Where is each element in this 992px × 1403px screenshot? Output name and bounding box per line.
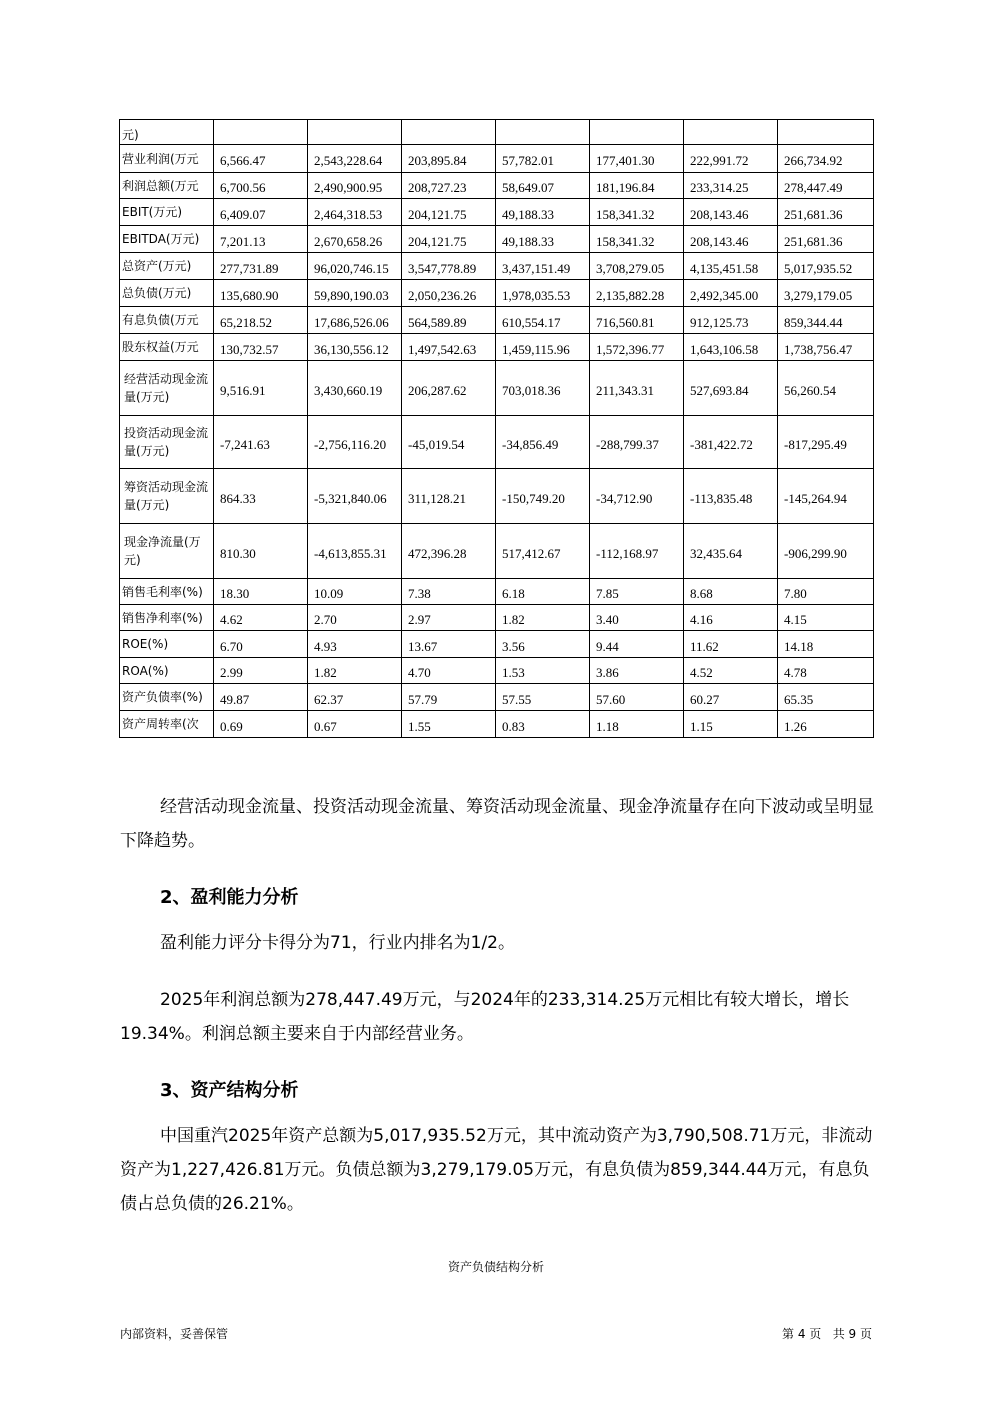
row-label: 投资活动现金流量(万元)	[120, 416, 214, 469]
table-row	[120, 145, 874, 173]
table-cell: -113,835.48	[684, 469, 778, 524]
row-label: 资产周转率(次	[120, 711, 214, 738]
footer-confidential-note: 内部资料，妥善保管	[120, 1327, 229, 1341]
table-cell: -34,856.49	[496, 416, 590, 469]
table-cell: 208,727.23	[402, 173, 496, 199]
table-cell	[684, 120, 778, 145]
table-cell: 3,437,151.49	[496, 253, 590, 280]
financial-indicator-table	[119, 119, 874, 738]
table-cell: 1.82	[496, 605, 590, 631]
table-cell: -112,168.97	[590, 524, 684, 579]
table-cell: 62.37	[308, 684, 402, 711]
table-cell: 2,135,882.28	[590, 280, 684, 307]
table-row	[120, 361, 874, 416]
table-cell: 1,572,396.77	[590, 334, 684, 361]
table-cell: 0.83	[496, 711, 590, 738]
table-cell: 49.87	[214, 684, 308, 711]
table-cell: 610,554.17	[496, 307, 590, 334]
table-cell: 2,490,900.95	[308, 173, 402, 199]
table-cell: 266,734.92	[778, 145, 874, 173]
row-label: 现金净流量(万元)	[120, 524, 214, 579]
table-cell: 211,343.31	[590, 361, 684, 416]
table-cell: 251,681.36	[778, 199, 874, 226]
table-cell: 3,279,179.05	[778, 280, 874, 307]
table-cell	[590, 120, 684, 145]
table-cell: 527,693.84	[684, 361, 778, 416]
row-label: 资产负债率(%)	[120, 684, 214, 711]
table-cell: -817,295.49	[778, 416, 874, 469]
table-cell	[778, 120, 874, 145]
table-cell: 177,401.30	[590, 145, 684, 173]
table-cell: 17,686,526.06	[308, 307, 402, 334]
table-cell: 703,018.36	[496, 361, 590, 416]
table-cell: 2.70	[308, 605, 402, 631]
table-cell: -5,321,840.06	[308, 469, 402, 524]
table-row	[120, 658, 874, 684]
table-cell: 810.30	[214, 524, 308, 579]
table-cell: -7,241.63	[214, 416, 308, 469]
table-cell: 859,344.44	[778, 307, 874, 334]
table-cell: -288,799.37	[590, 416, 684, 469]
table-cell: -906,299.90	[778, 524, 874, 579]
table-cell: 1.26	[778, 711, 874, 738]
table-cell: 158,341.32	[590, 226, 684, 253]
table-cell: 4.16	[684, 605, 778, 631]
table-cell: 2,543,228.64	[308, 145, 402, 173]
table-cell: 7.85	[590, 579, 684, 605]
table-cell: 7.38	[402, 579, 496, 605]
table-cell: 5,017,935.52	[778, 253, 874, 280]
table-cell: 65,218.52	[214, 307, 308, 334]
table-row	[120, 253, 874, 280]
table-cell	[402, 120, 496, 145]
table-cell: 6,700.56	[214, 173, 308, 199]
row-label: 利润总额(万元	[120, 173, 214, 199]
table-cell: 135,680.90	[214, 280, 308, 307]
table-cell: 1,643,106.58	[684, 334, 778, 361]
table-cell: -34,712.90	[590, 469, 684, 524]
row-label: ROE(%)	[120, 631, 214, 658]
profit-growth-paragraph: 2025年利润总额为278,447.49万元，与2024年的233,314.25万元相比有较大增长，增长19.34%。利润总额主要来自于内部经营业务。	[120, 990, 850, 1044]
table-cell: 65.35	[778, 684, 874, 711]
table-cell: 6.70	[214, 631, 308, 658]
row-label: 总负债(万元)	[120, 280, 214, 307]
table-cell: 57,782.01	[496, 145, 590, 173]
table-cell: 4.52	[684, 658, 778, 684]
table-cell: 1,738,756.47	[778, 334, 874, 361]
row-label: 筹资活动现金流量(万元)	[120, 469, 214, 524]
row-label: 股东权益(万元	[120, 334, 214, 361]
section-heading-profitability: 2、盈利能力分析	[160, 887, 299, 908]
chart-caption: 资产负债结构分析	[447, 1260, 544, 1274]
asset-structure-paragraph: 中国重汽2025年资产总额为5,017,935.52万元，其中流动资产为3,790,508.71万元，非流动资产为1,227,426.81万元。负债总额为3,279,179.05万元，有息负债为859,344.44万元，有息负债占总负债的26.21%。	[120, 1126, 873, 1214]
table-cell: 9,516.91	[214, 361, 308, 416]
table-cell: 1.53	[496, 658, 590, 684]
table-cell: 60.27	[684, 684, 778, 711]
footer-page-number: 第 4 页 共 9 页	[782, 1327, 872, 1341]
table-cell	[308, 120, 402, 145]
row-label: 有息负债(万元	[120, 307, 214, 334]
table-cell: 8.68	[684, 579, 778, 605]
table-cell: 208,143.46	[684, 226, 778, 253]
cash-flow-note: 经营活动现金流量、投资活动现金流量、筹资活动现金流量、现金净流量存在向下波动或呈明显下降趋势。	[120, 797, 874, 851]
table-cell: 36,130,556.12	[308, 334, 402, 361]
table-cell: 58,649.07	[496, 173, 590, 199]
table-cell: 14.18	[778, 631, 874, 658]
table-cell: 2,670,658.26	[308, 226, 402, 253]
table-cell: 2.99	[214, 658, 308, 684]
table-cell: 7,201.13	[214, 226, 308, 253]
table-cell: 2,464,318.53	[308, 199, 402, 226]
table-cell: 49,188.33	[496, 226, 590, 253]
table-cell: -4,613,855.31	[308, 524, 402, 579]
table-cell: 3,430,660.19	[308, 361, 402, 416]
table-cell: 233,314.25	[684, 173, 778, 199]
table-row	[120, 280, 874, 307]
table-cell: 222,991.72	[684, 145, 778, 173]
table-cell: -45,019.54	[402, 416, 496, 469]
table-cell: 3,708,279.05	[590, 253, 684, 280]
table-cell: 912,125.73	[684, 307, 778, 334]
table-row	[120, 226, 874, 253]
row-label: 经营活动现金流量(万元)	[120, 361, 214, 416]
table-cell: 59,890,190.03	[308, 280, 402, 307]
table-cell: 181,196.84	[590, 173, 684, 199]
table-row	[120, 469, 874, 524]
table-cell: 4.70	[402, 658, 496, 684]
table-cell: 2,050,236.26	[402, 280, 496, 307]
table-cell: 1.82	[308, 658, 402, 684]
table-row	[120, 120, 874, 145]
row-label: 销售净利率(%)	[120, 605, 214, 631]
table-cell: 4,135,451.58	[684, 253, 778, 280]
row-label: 营业利润(万元	[120, 145, 214, 173]
table-cell: 3.56	[496, 631, 590, 658]
table-cell: 564,589.89	[402, 307, 496, 334]
table-row	[120, 199, 874, 226]
table-cell: 158,341.32	[590, 199, 684, 226]
table-cell: 4.78	[778, 658, 874, 684]
table-cell: 1,459,115.96	[496, 334, 590, 361]
table-cell: 204,121.75	[402, 226, 496, 253]
table-cell: 57.55	[496, 684, 590, 711]
table-cell: 6,409.07	[214, 199, 308, 226]
table-cell: 204,121.75	[402, 199, 496, 226]
table-row	[120, 524, 874, 579]
table-cell: -381,422.72	[684, 416, 778, 469]
table-cell: 6.18	[496, 579, 590, 605]
table-row	[120, 684, 874, 711]
table-cell: 208,143.46	[684, 199, 778, 226]
table-cell: 57.79	[402, 684, 496, 711]
table-cell: 49,188.33	[496, 199, 590, 226]
row-label: 元)	[120, 120, 214, 145]
row-label: ROA(%)	[120, 658, 214, 684]
table-cell: 716,560.81	[590, 307, 684, 334]
table-cell: 13.67	[402, 631, 496, 658]
row-label: EBIT(万元)	[120, 199, 214, 226]
table-cell: 517,412.67	[496, 524, 590, 579]
table-cell: -2,756,116.20	[308, 416, 402, 469]
table-row	[120, 579, 874, 605]
table-cell: 6,566.47	[214, 145, 308, 173]
table-cell: 7.80	[778, 579, 874, 605]
table-cell: 0.69	[214, 711, 308, 738]
table-row	[120, 605, 874, 631]
table-cell: 1,497,542.63	[402, 334, 496, 361]
table-cell: 4.93	[308, 631, 402, 658]
row-label: 总资产(万元)	[120, 253, 214, 280]
table-row	[120, 416, 874, 469]
section-heading-asset-structure: 3、资产结构分析	[160, 1080, 299, 1101]
table-cell	[496, 120, 590, 145]
row-label: EBITDA(万元)	[120, 226, 214, 253]
table-cell: 206,287.62	[402, 361, 496, 416]
table-cell: 18.30	[214, 579, 308, 605]
table-cell: 3,547,778.89	[402, 253, 496, 280]
table-cell: 864.33	[214, 469, 308, 524]
table-cell: 57.60	[590, 684, 684, 711]
table-cell: 251,681.36	[778, 226, 874, 253]
table-cell: 311,128.21	[402, 469, 496, 524]
row-label: 销售毛利率(%)	[120, 579, 214, 605]
table-cell: 11.62	[684, 631, 778, 658]
table-row	[120, 631, 874, 658]
table-cell: 277,731.89	[214, 253, 308, 280]
table-cell: 96,020,746.15	[308, 253, 402, 280]
table-cell: 203,895.84	[402, 145, 496, 173]
table-cell: 472,396.28	[402, 524, 496, 579]
table-cell: 1.18	[590, 711, 684, 738]
table-cell: 9.44	[590, 631, 684, 658]
profitability-score-paragraph: 盈利能力评分卡得分为71，行业内排名为1/2。	[160, 933, 515, 953]
table-cell: 0.67	[308, 711, 402, 738]
table-cell: -145,264.94	[778, 469, 874, 524]
table-row	[120, 173, 874, 199]
table-cell: 4.15	[778, 605, 874, 631]
table-row	[120, 307, 874, 334]
table-cell	[214, 120, 308, 145]
table-cell: 10.09	[308, 579, 402, 605]
table-cell: 130,732.57	[214, 334, 308, 361]
table-cell: 1,978,035.53	[496, 280, 590, 307]
table-row	[120, 711, 874, 738]
table-cell: 32,435.64	[684, 524, 778, 579]
table-cell: 278,447.49	[778, 173, 874, 199]
table-cell: 1.15	[684, 711, 778, 738]
table-cell: 56,260.54	[778, 361, 874, 416]
table-cell: -150,749.20	[496, 469, 590, 524]
table-cell: 2,492,345.00	[684, 280, 778, 307]
table-cell: 3.86	[590, 658, 684, 684]
table-row	[120, 334, 874, 361]
table-cell: 4.62	[214, 605, 308, 631]
table-cell: 2.97	[402, 605, 496, 631]
table-cell: 1.55	[402, 711, 496, 738]
table-cell: 3.40	[590, 605, 684, 631]
